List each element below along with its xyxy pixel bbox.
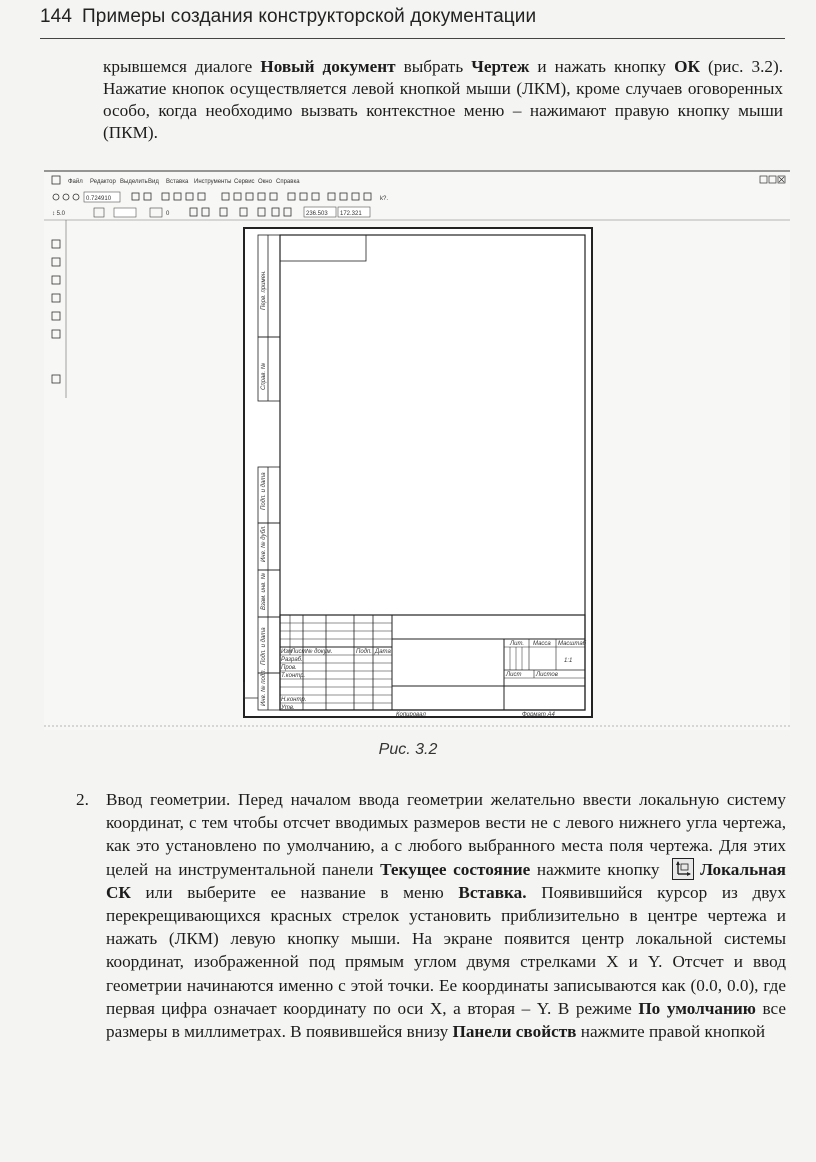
figure-caption: Рис. 3.2: [378, 741, 438, 758]
bold-term: ОК: [674, 57, 700, 76]
layer-value: 0: [166, 211, 170, 217]
step-label: ↕ 5.0: [52, 211, 66, 217]
tb-cell: Изм: [281, 649, 293, 655]
menu-item[interactable]: Вставка: [166, 179, 189, 185]
bold-term: Локальная СК: [106, 859, 786, 902]
local-cs-icon: [672, 858, 694, 880]
tb-cell: Лит.: [510, 641, 525, 647]
tb-scale-value: 1:1: [564, 658, 573, 664]
style-field[interactable]: [114, 208, 136, 217]
item-number: 2.: [76, 790, 89, 809]
menu-item[interactable]: Сервис: [234, 179, 255, 185]
menu-item[interactable]: Файл: [68, 179, 83, 185]
menu-item[interactable]: Вид: [148, 179, 159, 185]
text-run: нажмите правой кнопкой: [576, 1022, 766, 1042]
menu-item[interactable]: Справка: [276, 179, 300, 185]
tb-cell: Масса: [533, 641, 551, 647]
text-run: выбрать: [395, 57, 472, 76]
menu-item[interactable]: Выделить: [120, 179, 148, 185]
tb-cell: Дата: [375, 649, 391, 655]
intro-paragraph: [103, 56, 783, 144]
text-run: крывшемся диалоге: [103, 57, 261, 76]
text-run: все размеры в миллиметрах. В появившейся внизу: [106, 998, 786, 1042]
tb-cell: Листов: [536, 672, 558, 678]
bold-term: Текущее состояние: [380, 859, 531, 879]
menu-item[interactable]: Окно: [258, 179, 272, 185]
bold-term: Чертеж: [471, 57, 530, 76]
tb-cell: Масштаб: [558, 641, 587, 647]
zoom-value: 0.724910: [86, 196, 112, 202]
stamp-label: Взам. инв. №: [261, 572, 267, 610]
tb-cell: Разраб.: [281, 657, 303, 663]
item-body: [106, 788, 786, 1043]
coord-x-value: 236.503: [306, 211, 328, 217]
drawing-sheet: [244, 228, 592, 718]
tb-cell: Формат А4: [522, 712, 555, 718]
menu-item[interactable]: Инструменты: [194, 179, 232, 185]
text-run: нажмите кнопку: [530, 859, 667, 879]
bold-term: Вставка.: [458, 882, 527, 902]
header-rule: [40, 38, 785, 39]
text-run: Появившийся курсор из двух перекрещивающихся красных стрелок установить приблизительно в центре чертежа и нажать (ЛКМ) левую кнопку мыши. На экране появится центр локальной системы координат, изображенной под прямым углом двумя стрелками X и Y. Отсчет и ввод геометрии начинаются именно с этой точки. Ее координаты записываются как (0.0, 0.0), где первая цифра означает координату по оси X, а вторая – Y. В режиме: [106, 882, 786, 1018]
tb-cell: № докум.: [306, 649, 333, 655]
text-run: Ввод геометрии. Перед началом ввода геометрии желательно ввести локальную систему координат, с тем чтобы отсчет вводимых размеров вести не с левого нижнего угла чертежа, как это установлено по умолчанию, а с любого выбранного места поля чертежа. Для этих целей на инструментальной панели: [106, 790, 786, 879]
text-run: и нажать кнопку: [529, 57, 675, 76]
text-run: (рис. 3.2). Нажатие кнопок осуществляется левой кнопкой мыши (ЛКМ), кроме случаев оговоренных особо, когда необходимо вызвать контекстное меню – нажимают правую кнопку мыши (ПКМ).: [103, 57, 783, 142]
help-cursor-icon[interactable]: k?.: [380, 196, 389, 202]
tb-cell: Пров.: [281, 665, 297, 671]
figure-screenshot: [44, 170, 790, 730]
bold-term: Панели свойств: [452, 1022, 577, 1042]
tb-cell: Лист: [506, 672, 522, 678]
coord-y-value: 172.321: [340, 211, 362, 217]
running-header: [40, 6, 536, 28]
tb-cell: Подп.: [356, 649, 372, 655]
stamp-label: Подп. и дата: [261, 472, 267, 510]
stamp-label: Перв. примен.: [261, 270, 267, 310]
text-run: или выберите ее название в меню: [130, 882, 459, 902]
tb-cell: Н.контр.: [281, 697, 307, 703]
page-number: 144: [40, 6, 73, 27]
stamp-label: Инв. № дубл.: [261, 525, 267, 562]
tb-cell: Т.контр.: [281, 673, 306, 679]
tb-cell: Утв.: [281, 705, 295, 711]
menu-item[interactable]: Редактор: [90, 179, 116, 185]
stamp-label: Инв. № подл.: [261, 668, 267, 706]
header-title: Примеры создания конструкторской документации: [82, 6, 537, 27]
tb-cell: Лист: [291, 649, 307, 655]
tb-cell: Копировал: [396, 712, 426, 718]
bold-term: Новый документ: [260, 57, 396, 76]
stamp-label: Подп. и дата: [261, 627, 267, 665]
bold-term: По умолчанию: [638, 998, 756, 1018]
stamp-label: Справ. №: [261, 362, 267, 390]
